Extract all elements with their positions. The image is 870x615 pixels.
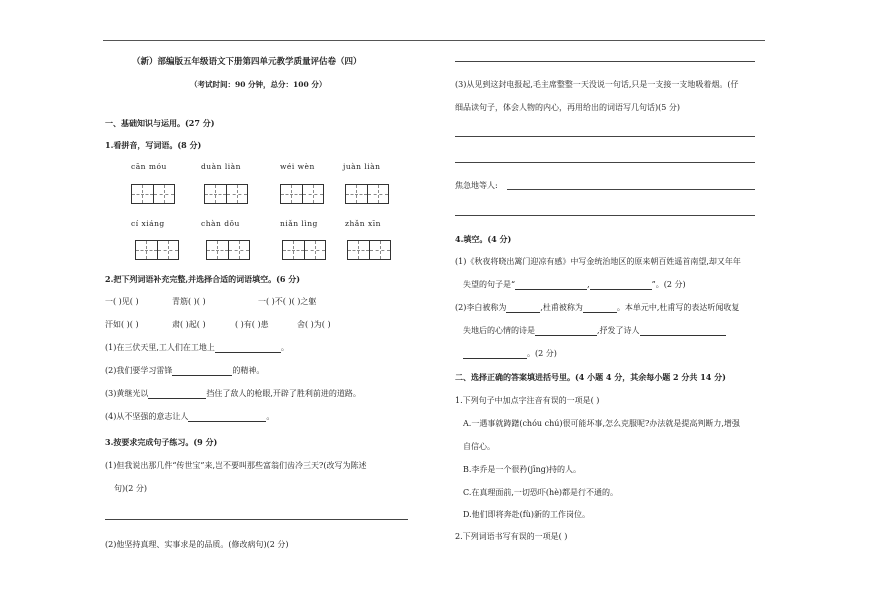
q4-part2-line3: 。(2 分)	[463, 349, 557, 359]
answer-line[interactable]	[455, 136, 755, 137]
q4-part2-line1: (2)李白被称为 ,杜甫被称为 。本单元中,杜甫写的表达听闻收复	[455, 303, 740, 312]
idiom-5: 肃( )起( )	[172, 320, 206, 329]
section2-heading: 二、选择正确的答案填进括号里。(4 小题 4 分，其余每小题 2 分共 14 分)	[455, 372, 726, 382]
blank[interactable]	[148, 389, 206, 399]
blank[interactable]	[583, 303, 617, 313]
pinyin-4: juàn liàn	[343, 162, 381, 171]
q3-part1-line2: 句)(2 分)	[114, 484, 147, 493]
char-box[interactable]	[280, 184, 324, 204]
char-box[interactable]	[347, 240, 391, 260]
char-box[interactable]	[131, 184, 175, 204]
pinyin-8: zhǎn xīn	[345, 219, 381, 228]
char-box[interactable]	[345, 184, 389, 204]
idiom-3: 一( )不( )( )之躯	[258, 297, 317, 306]
q4-part2-line2: 失地后的心情的诗是 ,抒发了诗人	[463, 326, 726, 336]
s2-q1-option-a-cont: 自信心。	[463, 442, 495, 451]
answer-line[interactable]	[455, 61, 755, 62]
q4-heading: 4.填空。(4 分)	[455, 234, 512, 244]
fill-sentence-1: (1)在三伏天里,工人们在工地上 。	[105, 343, 289, 352]
section1-heading: 一、基础知识与运用。(27 分)	[105, 118, 215, 128]
s2-q1-option-a[interactable]: A.一遇事就踌躇(chóu chú)很可能坏事,怎么克服呢?办法就是提高判断力,增强	[463, 419, 740, 428]
s2-q2-stem: 2.下列词语书写有误的一项是( )	[455, 532, 568, 541]
pinyin-6: chàn dǒu	[201, 219, 240, 228]
char-box[interactable]	[204, 184, 248, 204]
pinyin-5: cí xiáng	[131, 219, 165, 228]
q3-part3-prompt: 焦急地等人:	[455, 181, 498, 190]
exam-subtitle: （考试时间：90 分钟，总分：100 分）	[190, 80, 327, 89]
s2-q1-option-b[interactable]: B.李乔是一个很矜(jīng)持的人。	[463, 465, 581, 474]
char-box[interactable]	[282, 240, 326, 260]
q1-heading: 1.看拼音，写词语。(8 分)	[105, 140, 202, 150]
idiom-7: 舍( )为( )	[297, 320, 331, 329]
q2-heading: 2.把下列词语补充完整,并选择合适的词语填空。(6 分)	[105, 274, 301, 284]
pinyin-1: cān móu	[131, 162, 167, 171]
char-box[interactable]	[135, 240, 179, 260]
top-rule	[103, 40, 765, 41]
idiom-2: 青筋( )( )	[172, 297, 206, 306]
blank[interactable]	[640, 326, 726, 336]
blank[interactable]	[215, 343, 281, 353]
idiom-6: ( )有( )患	[235, 320, 269, 329]
pinyin-2: duàn liàn	[201, 162, 241, 171]
answer-line[interactable]	[455, 215, 755, 216]
blank[interactable]	[506, 303, 540, 313]
answer-line[interactable]	[507, 189, 755, 190]
s2-q1-option-d[interactable]: D.他们即将奔赴(fù)新的工作岗位。	[463, 510, 591, 519]
blank[interactable]	[172, 366, 232, 376]
blank[interactable]	[463, 349, 527, 359]
exam-title: （新）部编版五年级语文下册第四单元教学质量评估卷（四）	[132, 57, 362, 67]
blank[interactable]	[515, 280, 587, 290]
q3-part3-line2: 细品读句子，体会人物的内心，再用给出的词语写几句话)(5 分)	[455, 103, 680, 112]
q3-part2: (2)他坚持真理、实事求是的品质。(修改病句)(2 分)	[105, 540, 289, 549]
s2-q1-option-c[interactable]: C.在真理面前,一切恐吓(hè)都是行不通的。	[463, 488, 619, 497]
q4-part1-line2: 失望的句子是“ , ”。(2 分)	[463, 280, 686, 289]
q3-part3-line1: (3)从见到这封电报起,毛主席整整一天没说一句话,只是一支接一支地吸着烟。(仔	[455, 80, 739, 89]
q3-heading: 3.按要求完成句子练习。(9 分)	[105, 437, 218, 447]
answer-line[interactable]	[105, 519, 408, 520]
blank[interactable]	[535, 326, 597, 336]
char-box[interactable]	[206, 240, 250, 260]
idiom-4: 汗如( )( )	[105, 320, 139, 329]
q3-part1-line1: (1)但我说出那几件“传世宝”来,岂不要叫那些富翁们齿冷三天?(改写为陈述	[105, 461, 367, 470]
idiom-1: 一( )见( )	[105, 297, 139, 306]
s2-q1-stem: 1.下列句子中加点字注音有误的一项是( )	[455, 396, 600, 405]
fill-sentence-4: (4)从不坚强的意志让人 。	[105, 412, 275, 421]
answer-line[interactable]	[455, 162, 755, 163]
fill-sentence-2: (2)我们要学习雷锋 的精神。	[105, 366, 265, 375]
q4-part1-line1: (1)《秋夜将晓出篱门迎凉有感》中写金统治地区的原来朝百姓遥首南望,却又年年	[455, 257, 741, 266]
pinyin-3: wéi wèn	[280, 162, 315, 171]
fill-sentence-3: (3)黄继光以 挡住了敌人的枪眼,开辟了胜利前进的道路。	[105, 389, 361, 398]
blank[interactable]	[188, 412, 266, 422]
blank[interactable]	[590, 280, 652, 290]
pinyin-7: niǎn lìng	[280, 219, 318, 228]
